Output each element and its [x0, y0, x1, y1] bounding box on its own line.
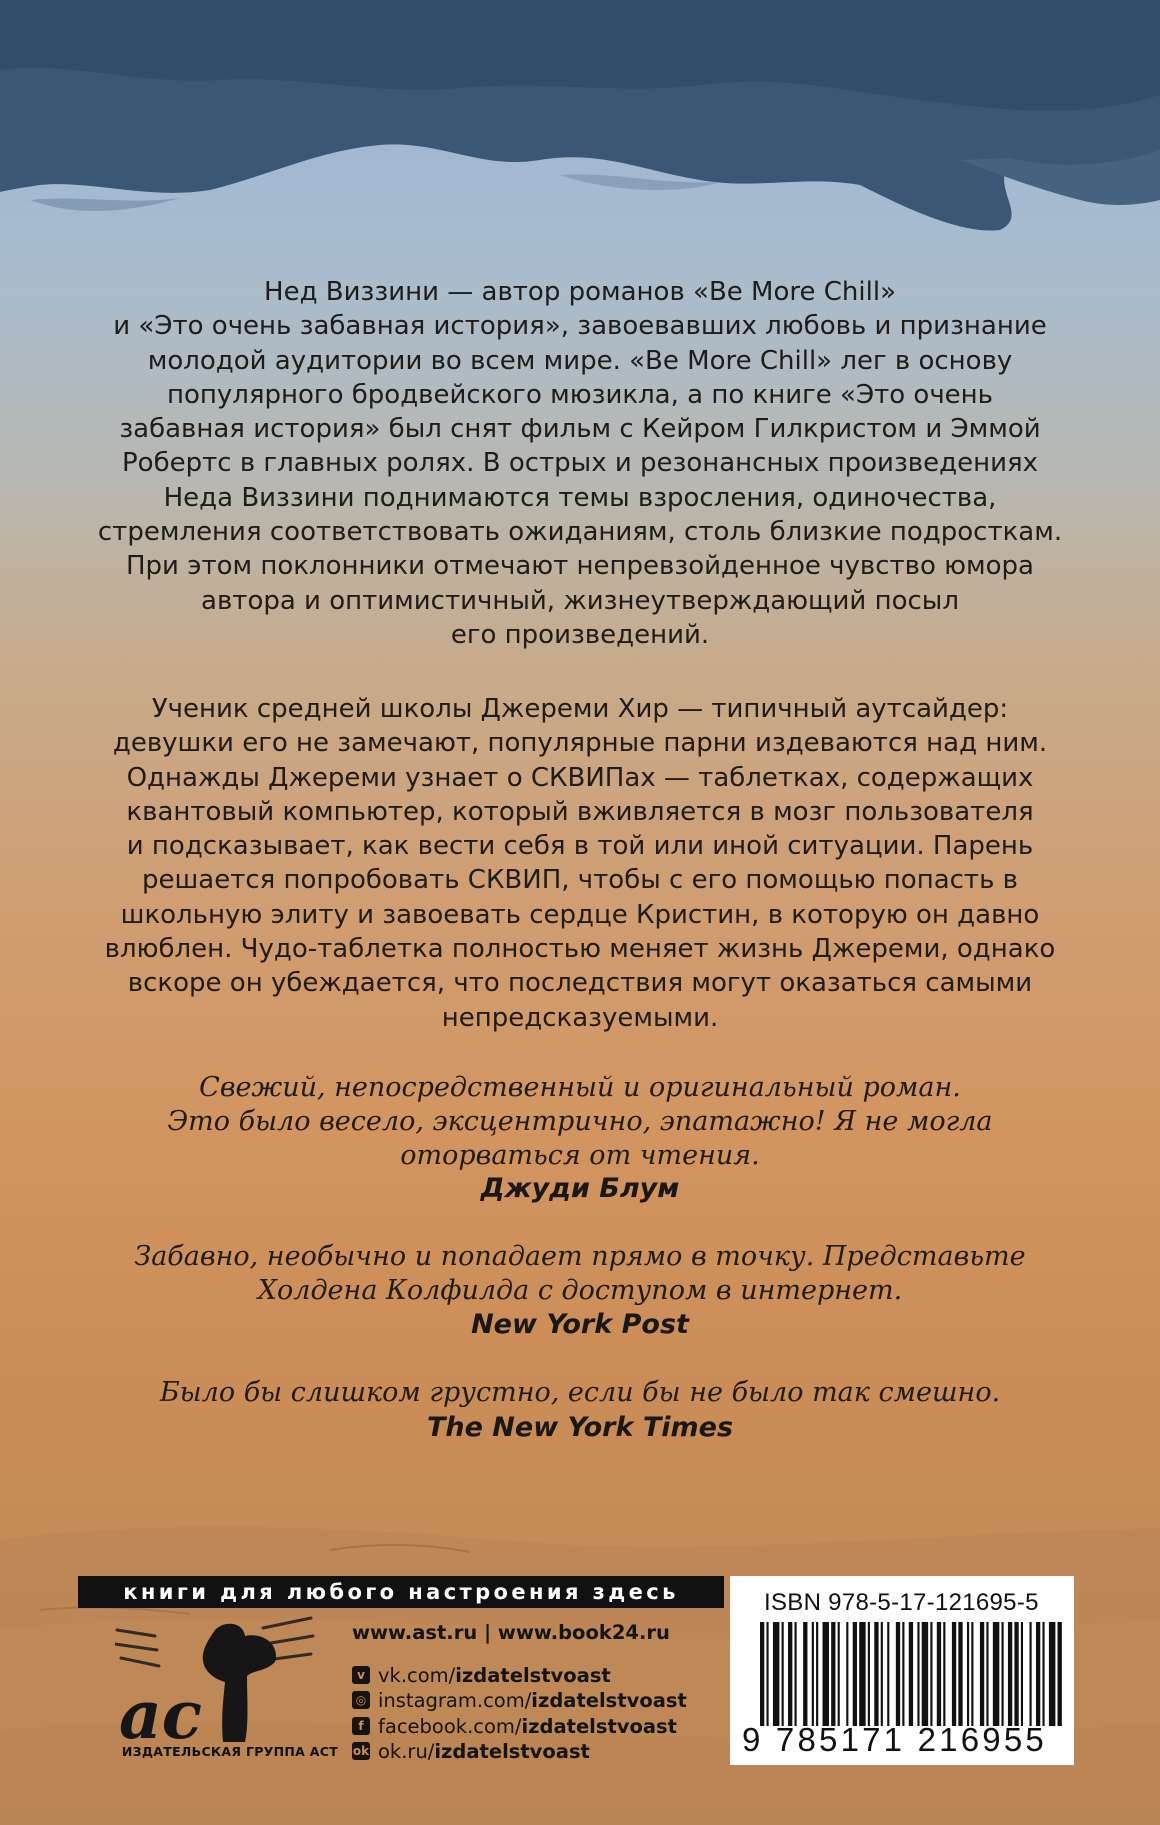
barcode-bar [795, 1622, 797, 1726]
barcode-bar [816, 1622, 818, 1726]
review-source: New York Post [471, 1309, 689, 1340]
barcode-bar [1036, 1622, 1040, 1726]
barcode-bar [788, 1622, 792, 1726]
barcode-bar [874, 1622, 878, 1726]
logo-text: ас [119, 1676, 202, 1754]
barcode-bar [980, 1622, 984, 1726]
barcode-bar [986, 1622, 988, 1726]
barcode-bar [937, 1622, 941, 1726]
review-quote: Свежий, непосредственный и оригинальный роман. Это было весело, эксцентрично, эпатажно! Я не могла оторваться от чтения. [167, 1072, 993, 1171]
barcode-bar [766, 1622, 768, 1726]
barcode-bar [760, 1622, 764, 1726]
barcode-bar [1001, 1622, 1003, 1726]
odnoklassniki-icon: ok [352, 1744, 370, 1758]
barcode-bars [760, 1622, 1064, 1726]
barcode-bar [917, 1622, 919, 1726]
barcode-bar [971, 1622, 973, 1726]
isbn-barcode-panel [730, 1576, 1074, 1765]
barcode-bar [952, 1622, 956, 1726]
barcode-bar [902, 1622, 904, 1726]
ast-logo [115, 1610, 320, 1755]
barcode-bar [896, 1622, 900, 1726]
barcode-bar [812, 1622, 814, 1726]
publisher-imprint: ИЗДАТЕЛЬСКАЯ ГРУППА АСТ [121, 1744, 339, 1759]
barcode-bar [1021, 1622, 1023, 1726]
social-handle: izdatelstvoast [531, 1688, 687, 1712]
social-handle: izdatelstvoast [455, 1663, 611, 1687]
barcode-bar [930, 1622, 932, 1726]
barcode-bar [1049, 1622, 1055, 1726]
barcode-bar [887, 1622, 889, 1726]
publisher-slogan: книги для любого настроения здесь [78, 1576, 724, 1608]
barcode-bar [881, 1622, 883, 1726]
barcode-bar [958, 1622, 962, 1726]
barcode-bar [782, 1622, 784, 1726]
social-link-odnoklassniki[interactable] [352, 1739, 590, 1763]
author-bio-paragraph: Нед Виззини — автор романов «Be More Chill» и «Это очень забавная история», завоевавших любовь и признание молодой аудитории во всем мире. «Be More Chill» лег в основу популярного бродвейского мюзикла, а по книге «Это очень забавная история» был снят фильм с Кейром Гилкристом и Эммой Робертс в главных ролях. В острых и резонансных произведениях Неда Виззини поднимаются темы взросления, одиночества, стремления соответствовать ожиданиям, столь близкие подросткам. При этом поклонники отмечают непревзойденное чувство юмора автора и оптимистичный, жизнеутверждающий посыл его произведений. [97, 277, 1063, 650]
social-link-vk[interactable] [352, 1663, 611, 1687]
barcode-bar [803, 1622, 807, 1726]
social-prefix: vk.com/ [378, 1663, 456, 1687]
barcode-bar [993, 1622, 999, 1726]
social-handle: izdatelstvoast [521, 1714, 677, 1738]
barcode-bar [1058, 1622, 1062, 1726]
vk-icon: v [352, 1666, 370, 1684]
social-prefix: facebook.com/ [378, 1714, 522, 1738]
barcode-bar [1008, 1622, 1012, 1726]
review-source: The New York Times [426, 1412, 734, 1443]
barcode-bar [1042, 1622, 1044, 1726]
barcode-bar [943, 1622, 945, 1726]
barcode-bar [1014, 1622, 1018, 1726]
isbn-label: ISBN 978-5-17-121695-5 [764, 1589, 1039, 1616]
review-quote: Было бы слишком грустно, если бы не было так смешно. [159, 1377, 1001, 1408]
barcode-bar [831, 1622, 835, 1726]
barcode-bar [823, 1622, 829, 1726]
review-source: Джуди Блум [480, 1173, 680, 1204]
barcode-bar [838, 1622, 840, 1726]
sky-cloud-shapes [0, 0, 1160, 300]
social-handle: izdatelstvoast [434, 1739, 590, 1763]
barcode-bar [868, 1622, 870, 1726]
barcode-bar [1030, 1622, 1032, 1726]
barcode-bar [922, 1622, 928, 1726]
barcode-bar [846, 1622, 848, 1726]
barcode-bar [773, 1622, 779, 1726]
barcode-bar [909, 1622, 913, 1726]
review-quote: Забавно, необычно и попадает прямо в точку. Представьте Холдена Колфилда с доступом в интернет. [134, 1241, 1026, 1306]
publisher-websites[interactable]: www.ast.ru | www.book24.ru [352, 1621, 670, 1644]
barcode-bar [859, 1622, 865, 1726]
facebook-icon: f [352, 1717, 370, 1735]
social-link-facebook[interactable] [352, 1714, 677, 1738]
barcode-bar [853, 1622, 857, 1726]
barcode-digits: 9 785171 216955 [742, 1721, 1047, 1758]
social-prefix: ok.ru/ [378, 1739, 435, 1763]
social-prefix: instagram.com/ [378, 1688, 532, 1712]
instagram-icon: ◎ [352, 1691, 370, 1709]
barcode-bar [967, 1622, 969, 1726]
plot-summary-paragraph: Ученик средней школы Джереми Хир — типичный аутсайдер: девушки его не замечают, популярные парни издеваются над ним. Однажды Джереми узнает о СКВИПах — таблетках, содержащих квантовый компьютер, который вживляется в мозг пользователя и подсказывает, как вести себя в той или иной ситуации. Парень решается попробовать СКВИП, чтобы с его помощью попасть в школьную элиту и завоевать сердце Кристин, в которую он давно влюблен. Чудо-таблетка полностью меняет жизнь Джереми, однако вскоре он убеждается, что последствия могут оказаться самыми непредсказуемыми. [104, 694, 1056, 1033]
social-link-instagram[interactable] [352, 1688, 687, 1712]
